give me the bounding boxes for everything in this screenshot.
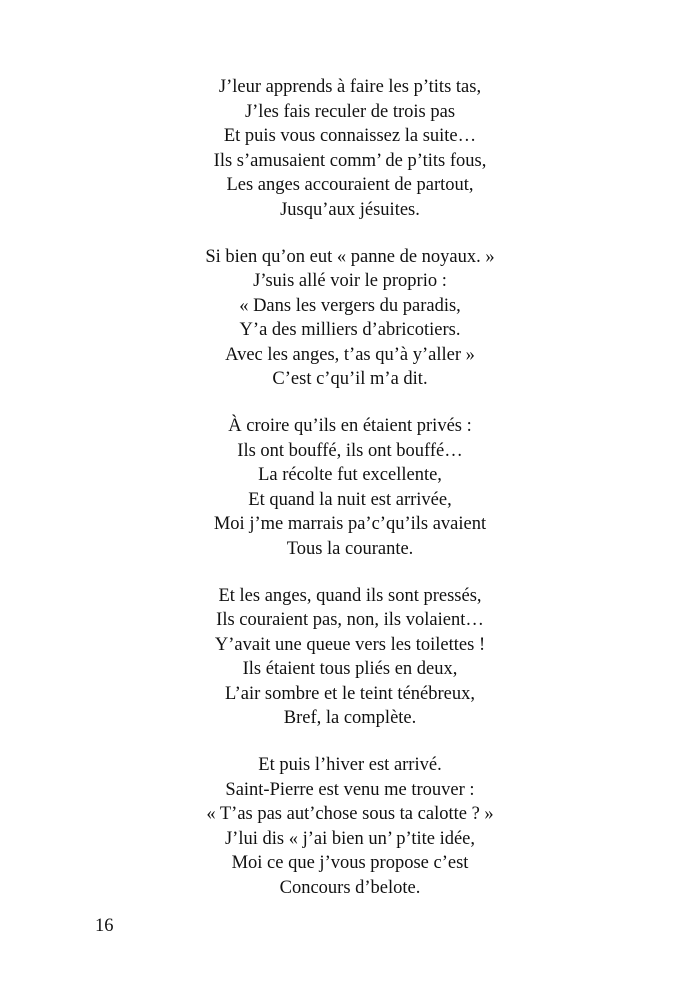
- poem-line: Y’a des milliers d’abricotiers.: [239, 320, 461, 340]
- poem-line: Ils couraient pas, non, ils volaient…: [216, 610, 484, 630]
- poem-line: C’est c’qu’il m’a dit.: [272, 369, 428, 389]
- poem-line: Et puis l’hiver est arrivé.: [258, 755, 442, 775]
- poem-line: Ils ont bouffé, ils ont bouffé…: [237, 440, 463, 461]
- stanza: [0, 414, 700, 561]
- poem-line: Y’avait une queue vers les toilettes !: [214, 634, 486, 655]
- poem-line: Concours d’belote.: [279, 877, 421, 898]
- poem-line: J’suis allé voir le proprio :: [253, 271, 447, 291]
- poem-line: La récolte fut excellente,: [258, 465, 442, 485]
- poem-line: J’lui dis « j’ai bien un’ p’tite idée,: [224, 828, 476, 849]
- poem-line: Jusqu’aux jésuites.: [280, 199, 420, 220]
- poem-line: Et quand la nuit est arrivée,: [248, 489, 452, 510]
- poem-line: Ils étaient tous pliés en deux,: [242, 659, 458, 679]
- poem-line: Les anges accouraient de partout,: [226, 175, 474, 195]
- poem-line: J’leur apprends à faire les p’tits tas,: [218, 77, 482, 97]
- poem-line: Ils s’amusaient comm’ de p’tits fous,: [213, 150, 487, 171]
- stanza: [0, 75, 700, 222]
- poem-line: Saint-Pierre est venu me trouver :: [225, 779, 475, 800]
- stanza: [0, 245, 700, 392]
- poem-line: « Dans les vergers du paradis,: [239, 295, 461, 316]
- poem-line: Moi j’me marrais pa’c’qu’ils avaient: [213, 514, 487, 534]
- poem-line: Et les anges, quand ils sont pressés,: [218, 585, 482, 606]
- poem-line: Tous la courante.: [286, 538, 414, 559]
- poem-line: Avec les anges, t’as qu’à y’aller »: [225, 344, 475, 365]
- poem-line: L’air sombre et le teint ténébreux,: [224, 683, 475, 704]
- page-number: 16: [95, 916, 114, 936]
- poem-line: « T’as pas aut’chose sous ta calotte ? »: [206, 804, 494, 824]
- stanza: [0, 753, 700, 900]
- poem-line: Et puis vous connaissez la suite…: [223, 126, 477, 146]
- poem-line: Bref, la complète.: [283, 708, 417, 728]
- poem: [0, 75, 700, 923]
- poem-line: Moi ce que j’vous propose c’est: [231, 853, 469, 873]
- poem-line: J’les fais reculer de trois pas: [244, 101, 456, 122]
- poem-line: Si bien qu’on eut « panne de noyaux. »: [205, 246, 495, 267]
- poem-line: À croire qu’ils en étaient privés :: [228, 416, 472, 436]
- stanza: [0, 584, 700, 731]
